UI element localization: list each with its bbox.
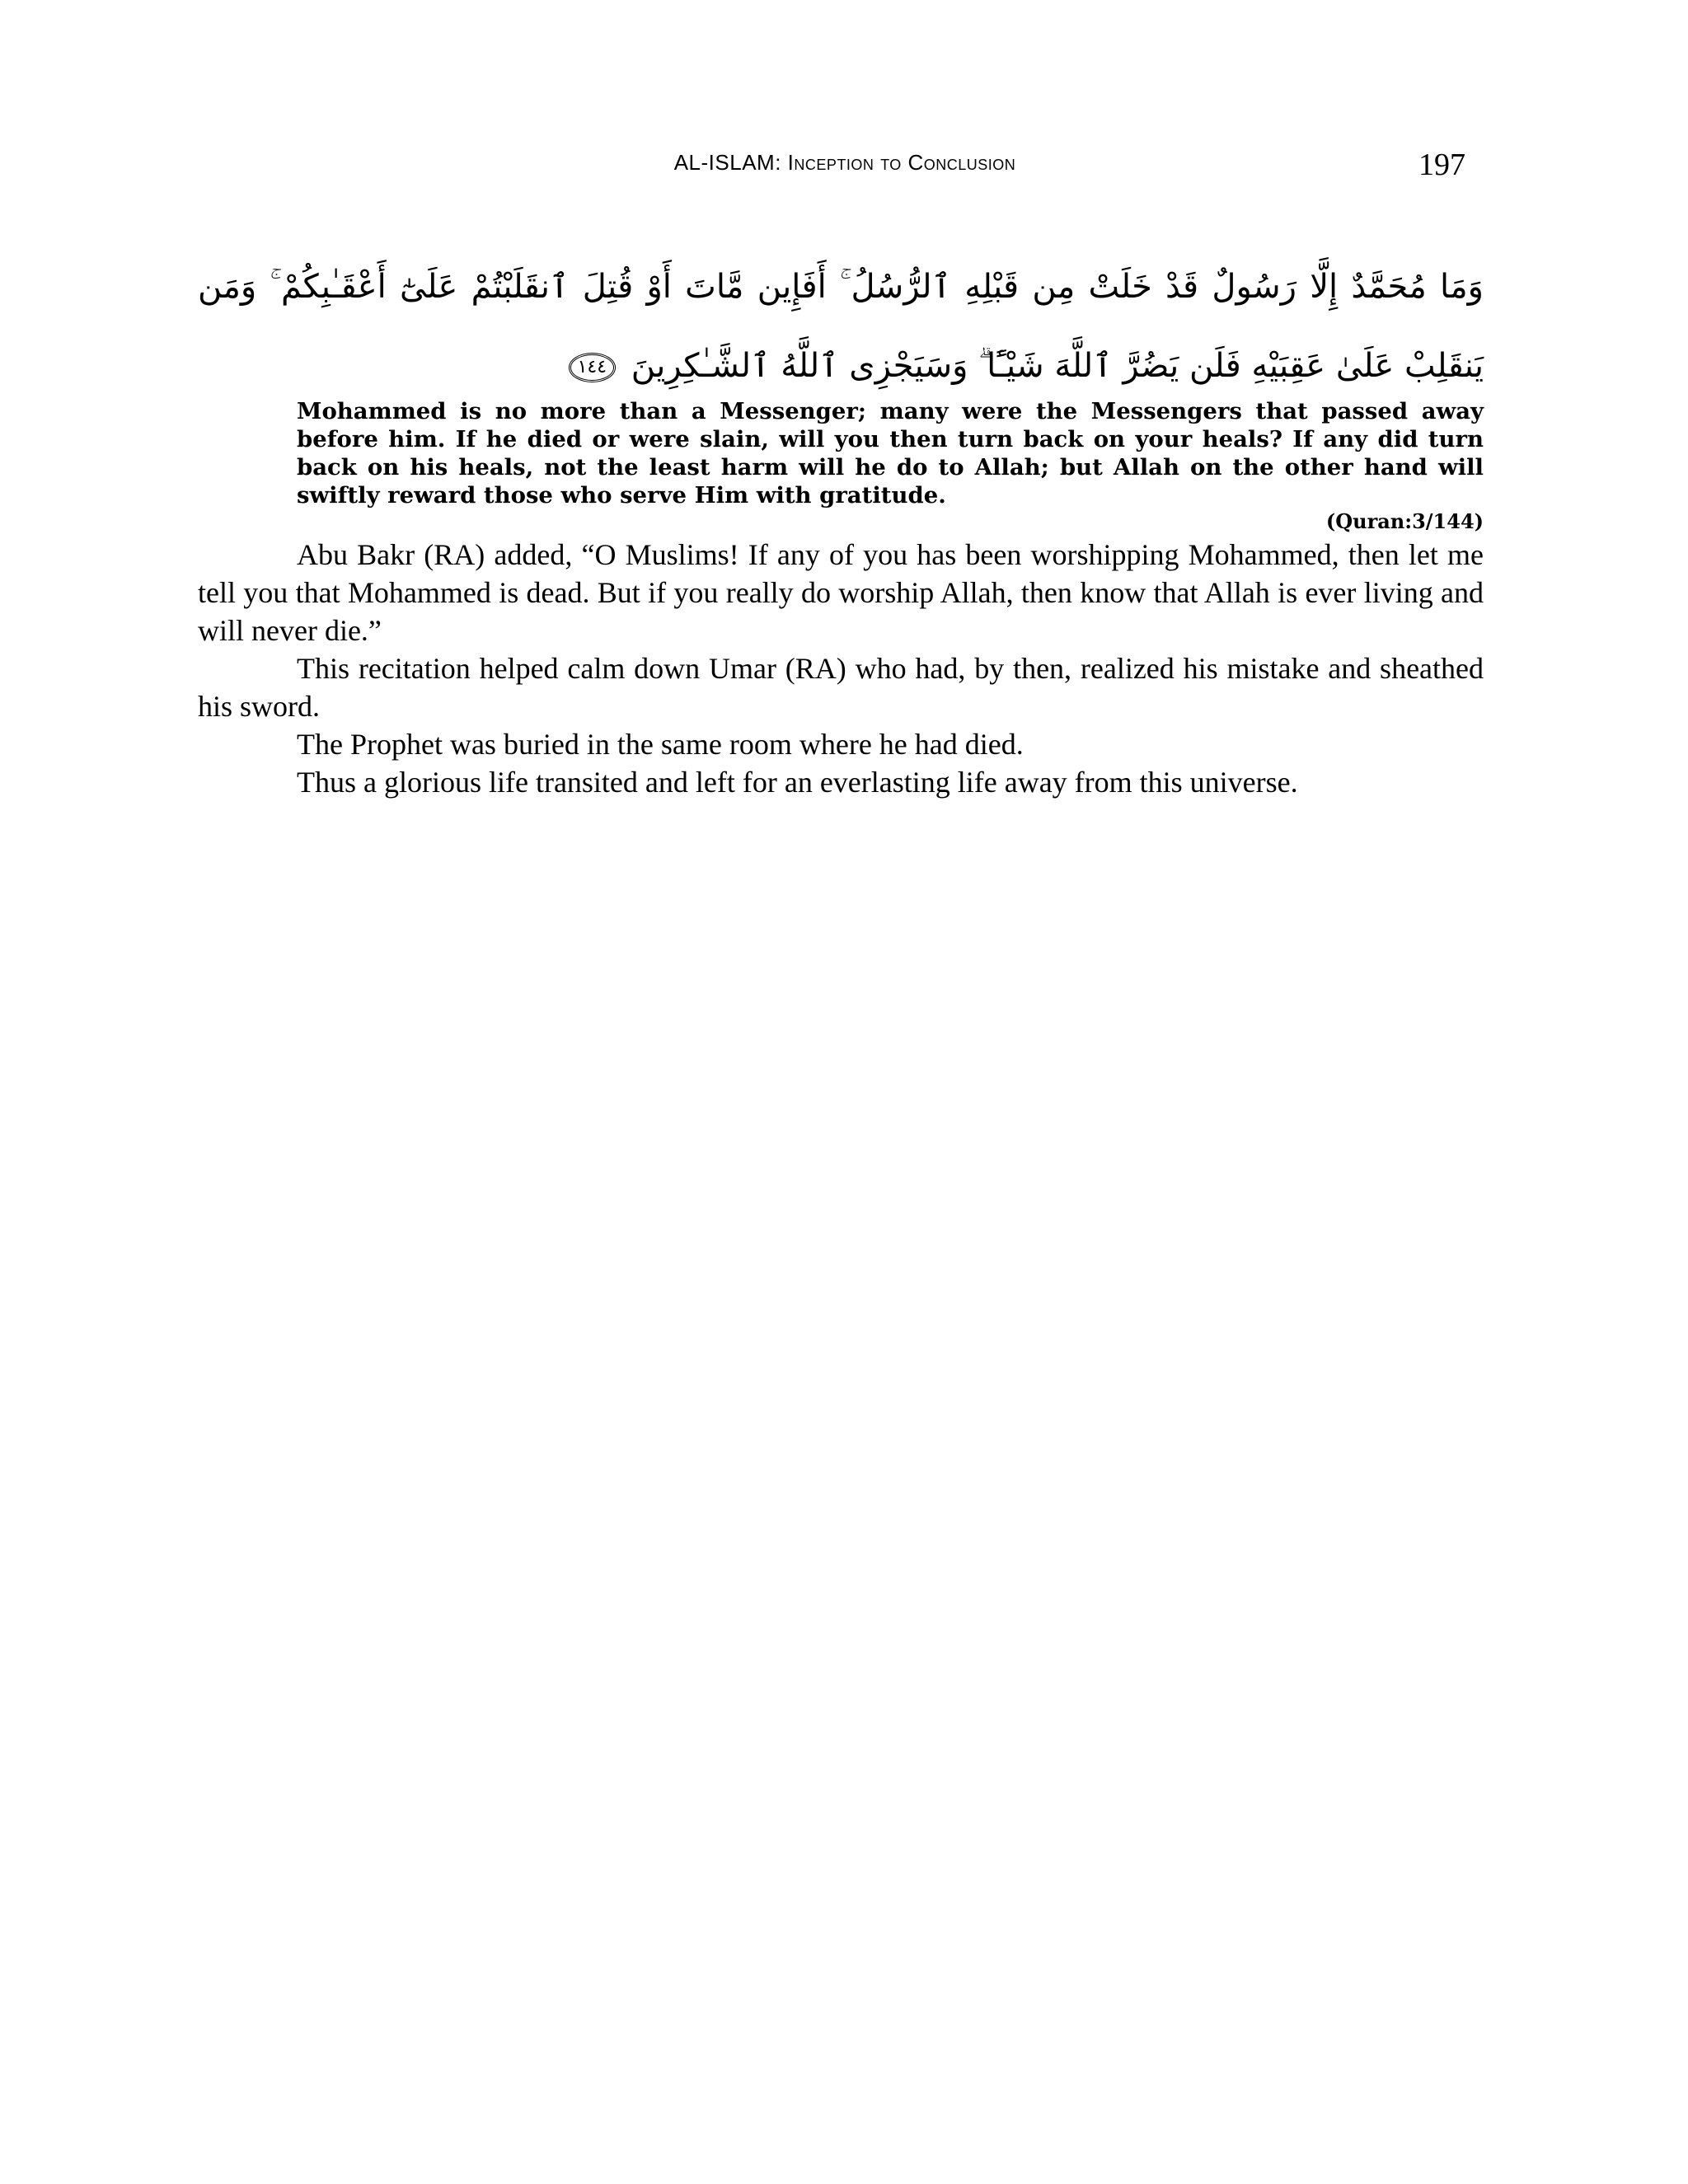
body-paragraph: This recitation helped calm down Umar (RA) who had, by then, realized his mistake and sheathed his sword.	[198, 652, 1484, 723]
verse-translation: Mohammed is no more than a Messenger; many were the Messengers that passed away before him. If he died or were slain, will you then turn back on your heals? If any did turn back on his heals, not the least harm will he do to Allah; but Allah on the other hand will swiftly reward those who serve Him with gratitude.	[297, 398, 1484, 509]
quran-citation: (Quran:3/144)	[1325, 509, 1484, 533]
running-header	[198, 147, 1492, 196]
body-text	[198, 536, 1484, 801]
body-paragraph: Thus a glorious life transited and left for an everlasting life away from this universe.	[297, 766, 1298, 799]
page-number: 197	[1418, 148, 1465, 182]
running-title: AL-ISLAM: Inception to Conclusion	[673, 150, 1016, 175]
body-paragraph: Abu Bakr (RA) added, “O Muslims! If any of you has been worshipping Mohammed, then let me tell you that Mohammed is dead. But if you really do worship Allah, then know that Allah is ever living and will never die.”	[198, 538, 1484, 647]
body-paragraph: The Prophet was buried in the same room where he had died.	[297, 728, 1024, 761]
arabic-verse-text: وَمَا مُحَمَّدٌ إِلَّا رَسُولٌ قَدْ خَلَتْ مِن قَبْلِهِ ٱلرُّسُلُ ۚ أَفَإِين مَّاتَ أَوْ قُتِلَ ٱنقَلَبْتُمْ عَلَىٰٓ أَعْقَـٰبِكُمْ ۚ وَمَن يَنقَلِبْ عَلَىٰ عَقِبَيْهِ فَلَن يَضُرَّ ٱللَّهَ شَيْـًٔا ۗ وَسَيَجْزِى ٱللَّهُ ٱلشَّـٰكِرِينَ	[198, 268, 1484, 385]
arabic-verse	[198, 247, 1484, 405]
verse-number-marker: ١٤٤	[569, 353, 616, 382]
